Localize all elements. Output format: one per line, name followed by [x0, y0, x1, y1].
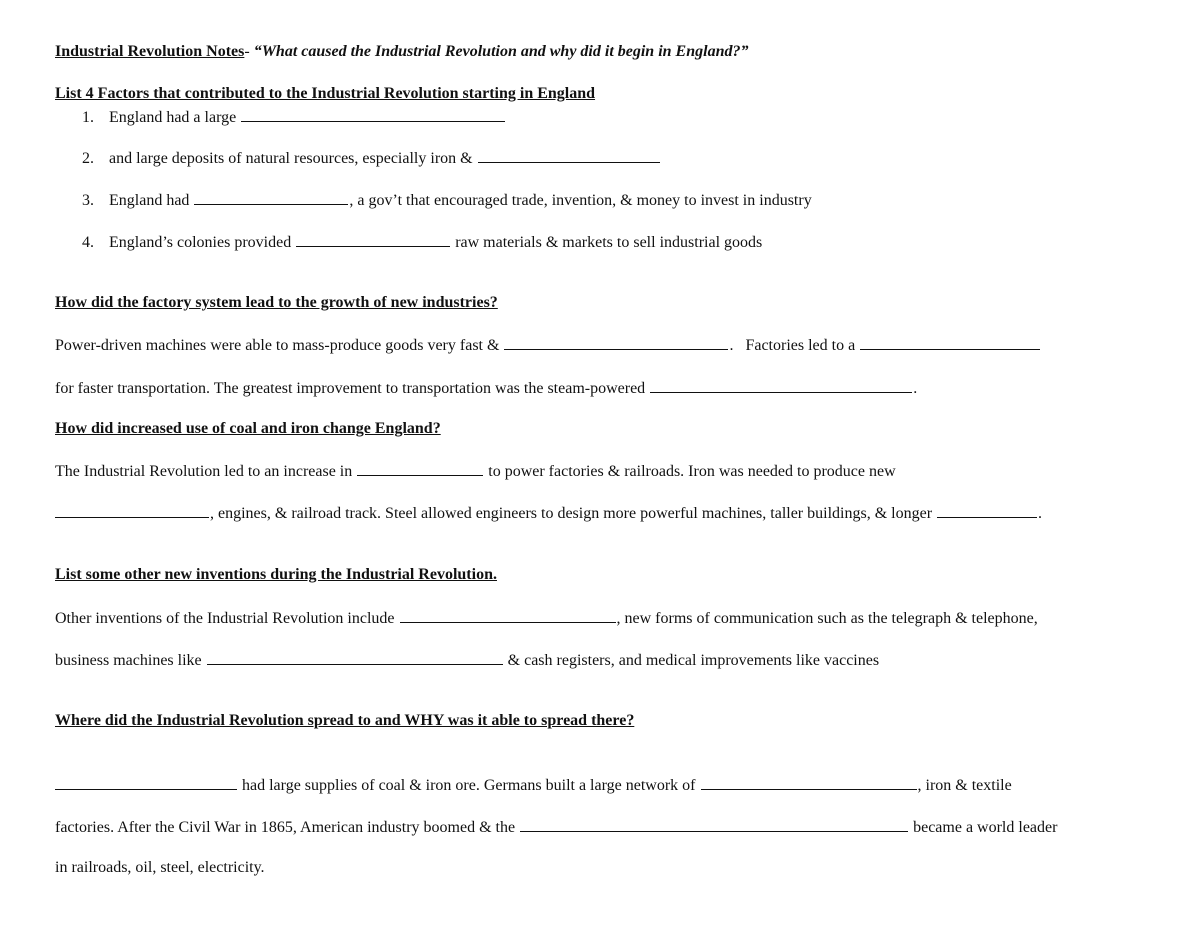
answer-blank[interactable]: [241, 106, 505, 122]
answer-blank[interactable]: [860, 334, 1040, 350]
answer-blank[interactable]: [296, 231, 450, 247]
factor-item-1: 1. England had a large: [82, 106, 506, 128]
answer-blank[interactable]: [504, 334, 728, 350]
answer-blank[interactable]: [55, 502, 209, 518]
factor-text: England had: [109, 192, 190, 209]
inventions-heading: List some other new inventions during the Industrial Revolution.: [55, 566, 497, 583]
spread-line-2: factories. After the Civil War in 1865, American industry boomed & the became a world leader: [55, 816, 1057, 838]
factor-item-2: 2. and large deposits of natural resources, especially iron &: [82, 147, 661, 169]
answer-blank[interactable]: [207, 649, 503, 665]
spread-line-3: in railroads, oil, steel, electricity.: [55, 859, 265, 876]
factory-line-1: Power-driven machines were able to mass-produce goods very fast & . Factories led to a: [55, 334, 1041, 356]
factor-item-4: 4. England’s colonies provided raw materials & markets to sell industrial goods: [82, 231, 762, 253]
spread-line-1: had large supplies of coal & iron ore. Germans built a large network of , iron & textile: [55, 774, 1012, 796]
answer-blank[interactable]: [400, 607, 616, 623]
factor-text: and large deposits of natural resources, especially iron &: [109, 150, 473, 167]
spread-heading: Where did the Industrial Revolution spread to and WHY was it able to spread there?: [55, 712, 635, 729]
factor-text: England had a large: [109, 109, 237, 126]
factor-text: England’s colonies provided: [109, 234, 292, 251]
factor-text-after: , a gov’t that encouraged trade, invention, & money to invest in industry: [349, 192, 812, 209]
answer-blank[interactable]: [701, 774, 917, 790]
answer-blank[interactable]: [520, 816, 908, 832]
answer-blank[interactable]: [194, 189, 348, 205]
inventions-line-2: business machines like & cash registers, and medical improvements like vaccines: [55, 649, 879, 671]
answer-blank[interactable]: [478, 147, 660, 163]
factors-heading: List 4 Factors that contributed to the Industrial Revolution starting in England: [55, 85, 596, 102]
title-question: “What caused the Industrial Revolution and why did it begin in England?”: [253, 43, 749, 60]
coal-line-1: The Industrial Revolution led to an increase in to power factories & railroads. Iron was needed to produce new: [55, 460, 896, 482]
page-title: [55, 42, 748, 62]
coal-line-2: , engines, & railroad track. Steel allowed engineers to design more powerful machines, taller buildings, & longer .: [55, 502, 1042, 524]
title-main: Industrial Revolution Notes: [55, 43, 245, 60]
answer-blank[interactable]: [650, 377, 912, 393]
coal-heading: How did increased use of coal and iron change England?: [55, 420, 441, 437]
title-separator: -: [244, 43, 254, 60]
factory-heading: How did the factory system lead to the growth of new industries?: [55, 294, 498, 311]
factor-item-3: 3. England had , a gov’t that encouraged trade, invention, & money to invest in industry: [82, 189, 812, 211]
answer-blank[interactable]: [357, 460, 483, 476]
answer-blank[interactable]: [937, 502, 1037, 518]
factor-text-after: raw materials & markets to sell industrial goods: [455, 234, 763, 251]
inventions-line-1: Other inventions of the Industrial Revolution include , new forms of communication such as the telegraph & telephone,: [55, 607, 1038, 629]
factory-line-2: for faster transportation. The greatest improvement to transportation was the steam-powered .: [55, 377, 917, 399]
answer-blank[interactable]: [55, 774, 237, 790]
